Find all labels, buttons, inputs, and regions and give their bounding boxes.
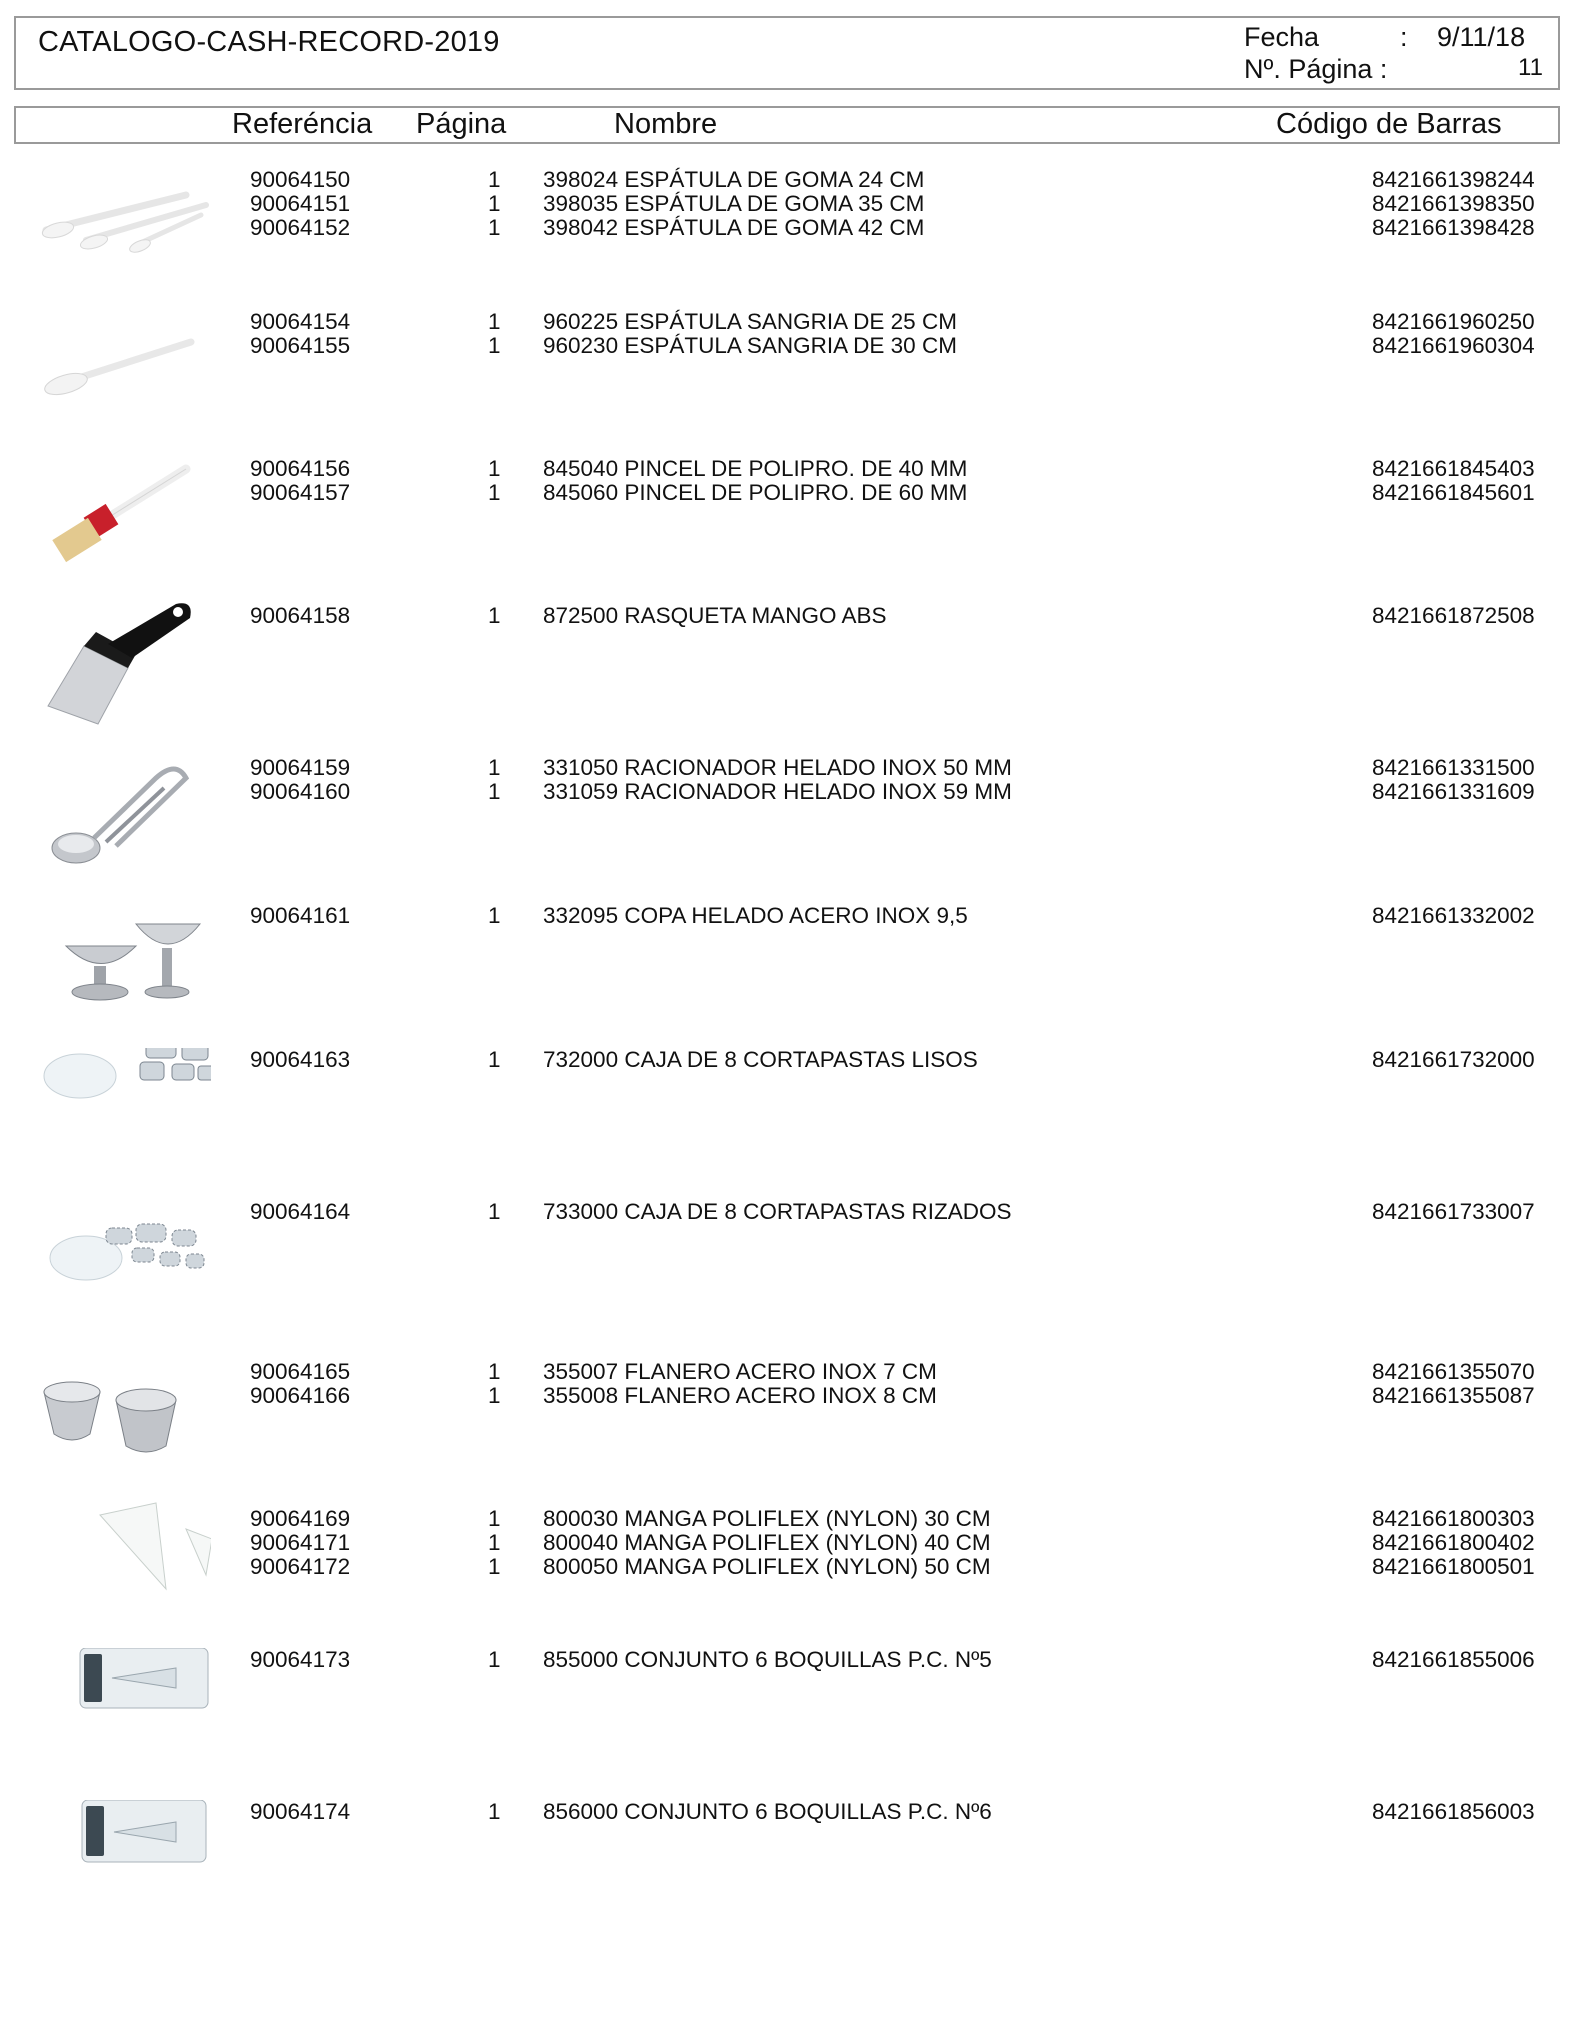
product-row (0, 1531, 1576, 1555)
pagina-value: 11 (1518, 54, 1543, 81)
column-header-bar (14, 106, 1560, 144)
pagina: 1 (488, 480, 501, 505)
nombre: 355007 FLANERO ACERO INOX 7 CM (543, 1359, 937, 1384)
pagina: 1 (488, 215, 501, 240)
codigo-barras: 8421661331609 (1372, 779, 1535, 804)
pagina: 1 (488, 456, 501, 481)
nombre: 960230 ESPÁTULA SANGRIA DE 30 CM (543, 333, 957, 358)
nombre: 398035 ESPÁTULA DE GOMA 35 CM (543, 191, 925, 216)
referencia: 90064165 (250, 1359, 351, 1384)
nombre: 355008 FLANERO ACERO INOX 8 CM (543, 1383, 937, 1408)
nombre: 733000 CAJA DE 8 CORTAPASTAS RIZADOS (543, 1199, 1012, 1224)
product-row (0, 1648, 1576, 1672)
codigo-barras: 8421661856003 (1372, 1799, 1535, 1824)
column-header-codigo-barras: Código de Barras (1276, 108, 1502, 140)
referencia: 90064156 (250, 456, 351, 481)
referencia: 90064151 (250, 191, 351, 216)
codigo-barras: 8421661732000 (1372, 1047, 1535, 1072)
referencia: 90064150 (250, 167, 351, 192)
product-row (0, 1507, 1576, 1531)
document-title: CATALOGO-CASH-RECORD-2019 (38, 26, 500, 58)
codigo-barras: 8421661960250 (1372, 309, 1535, 334)
product-row (0, 310, 1576, 334)
nombre: 398024 ESPÁTULA DE GOMA 24 CM (543, 167, 925, 192)
pagina: 1 (488, 191, 501, 216)
pagina: 1 (488, 779, 501, 804)
referencia: 90064155 (250, 333, 351, 358)
pagina: 1 (488, 333, 501, 358)
nombre: 856000 CONJUNTO 6 BOQUILLAS P.C. Nº6 (543, 1799, 992, 1824)
nombre: 732000 CAJA DE 8 CORTAPASTAS LISOS (543, 1047, 978, 1072)
nombre: 398042 ESPÁTULA DE GOMA 42 CM (543, 215, 925, 240)
pagina: 1 (488, 1047, 501, 1072)
column-header-nombre: Nombre (614, 108, 718, 140)
product-row (0, 1555, 1576, 1579)
product-row (0, 604, 1576, 628)
nombre: 332095 COPA HELADO ACERO INOX 9,5 (543, 903, 968, 928)
product-row (0, 780, 1576, 804)
product-row (0, 1048, 1576, 1072)
pagina: 1 (488, 903, 501, 928)
nombre: 331059 RACIONADOR HELADO INOX 59 MM (543, 779, 1012, 804)
nombre: 845060 PINCEL DE POLIPRO. DE 60 MM (543, 480, 968, 505)
product-row (0, 192, 1576, 216)
pagina: 1 (488, 1506, 501, 1531)
pagina: 1 (488, 1799, 501, 1824)
nombre: 800050 MANGA POLIFLEX (NYLON) 50 CM (543, 1554, 991, 1579)
nombre: 331050 RACIONADOR HELADO INOX 50 MM (543, 755, 1012, 780)
nombre: 800030 MANGA POLIFLEX (NYLON) 30 CM (543, 1506, 991, 1531)
product-row (0, 1384, 1576, 1408)
codigo-barras: 8421661960304 (1372, 333, 1535, 358)
codigo-barras: 8421661855006 (1372, 1647, 1535, 1672)
pagina: 1 (488, 1359, 501, 1384)
pagina: 1 (488, 167, 501, 192)
product-row (0, 481, 1576, 505)
codigo-barras: 8421661800501 (1372, 1554, 1535, 1579)
referencia: 90064159 (250, 755, 351, 780)
product-row (0, 457, 1576, 481)
pagina: 1 (488, 1383, 501, 1408)
referencia: 90064174 (250, 1799, 351, 1824)
referencia: 90064163 (250, 1047, 351, 1072)
document-header (14, 16, 1560, 90)
codigo-barras: 8421661398350 (1372, 191, 1535, 216)
referencia: 90064166 (250, 1383, 351, 1408)
nombre: 845040 PINCEL DE POLIPRO. DE 40 MM (543, 456, 968, 481)
pagina: 1 (488, 755, 501, 780)
pagina: 1 (488, 1530, 501, 1555)
column-header-pagina: Página (416, 108, 507, 140)
referencia: 90064152 (250, 215, 351, 240)
pagina: 1 (488, 309, 501, 334)
referencia: 90064154 (250, 309, 351, 334)
product-row (0, 1360, 1576, 1384)
nombre: 800040 MANGA POLIFLEX (NYLON) 40 CM (543, 1530, 991, 1555)
referencia: 90064160 (250, 779, 351, 804)
codigo-barras: 8421661331500 (1372, 755, 1535, 780)
referencia: 90064169 (250, 1506, 351, 1531)
referencia: 90064164 (250, 1199, 351, 1224)
codigo-barras: 8421661733007 (1372, 1199, 1535, 1224)
column-header-referencia: Referéncia (232, 108, 373, 140)
pagina: 1 (488, 1199, 501, 1224)
codigo-barras: 8421661398244 (1372, 167, 1535, 192)
codigo-barras: 8421661872508 (1372, 603, 1535, 628)
product-row (0, 1200, 1576, 1224)
referencia: 90064173 (250, 1647, 351, 1672)
product-row (0, 334, 1576, 358)
referencia: 90064172 (250, 1554, 351, 1579)
product-row (0, 216, 1576, 240)
pagina-label: Nº. Página : (1244, 54, 1388, 84)
codigo-barras: 8421661355087 (1372, 1383, 1535, 1408)
product-row (0, 904, 1576, 928)
referencia: 90064157 (250, 480, 351, 505)
codigo-barras: 8421661332002 (1372, 903, 1535, 928)
referencia: 90064158 (250, 603, 351, 628)
product-row (0, 168, 1576, 192)
nombre: 872500 RASQUETA MANGO ABS (543, 603, 887, 628)
referencia: 90064171 (250, 1530, 351, 1555)
pagina: 1 (488, 1554, 501, 1579)
codigo-barras: 8421661845601 (1372, 480, 1535, 505)
product-row (0, 756, 1576, 780)
product-row (0, 1800, 1576, 1824)
fecha-label: Fecha (1244, 22, 1320, 52)
codigo-barras: 8421661800402 (1372, 1530, 1535, 1555)
codigo-barras: 8421661845403 (1372, 456, 1535, 481)
fecha-colon: : (1400, 22, 1408, 52)
codigo-barras: 8421661800303 (1372, 1506, 1535, 1531)
codigo-barras: 8421661355070 (1372, 1359, 1535, 1384)
nombre: 960225 ESPÁTULA SANGRIA DE 25 CM (543, 309, 957, 334)
referencia: 90064161 (250, 903, 351, 928)
pagina: 1 (488, 603, 501, 628)
codigo-barras: 8421661398428 (1372, 215, 1535, 240)
nombre: 855000 CONJUNTO 6 BOQUILLAS P.C. Nº5 (543, 1647, 992, 1672)
fecha-value: 9/11/18 (1437, 22, 1526, 52)
pagina: 1 (488, 1647, 501, 1672)
